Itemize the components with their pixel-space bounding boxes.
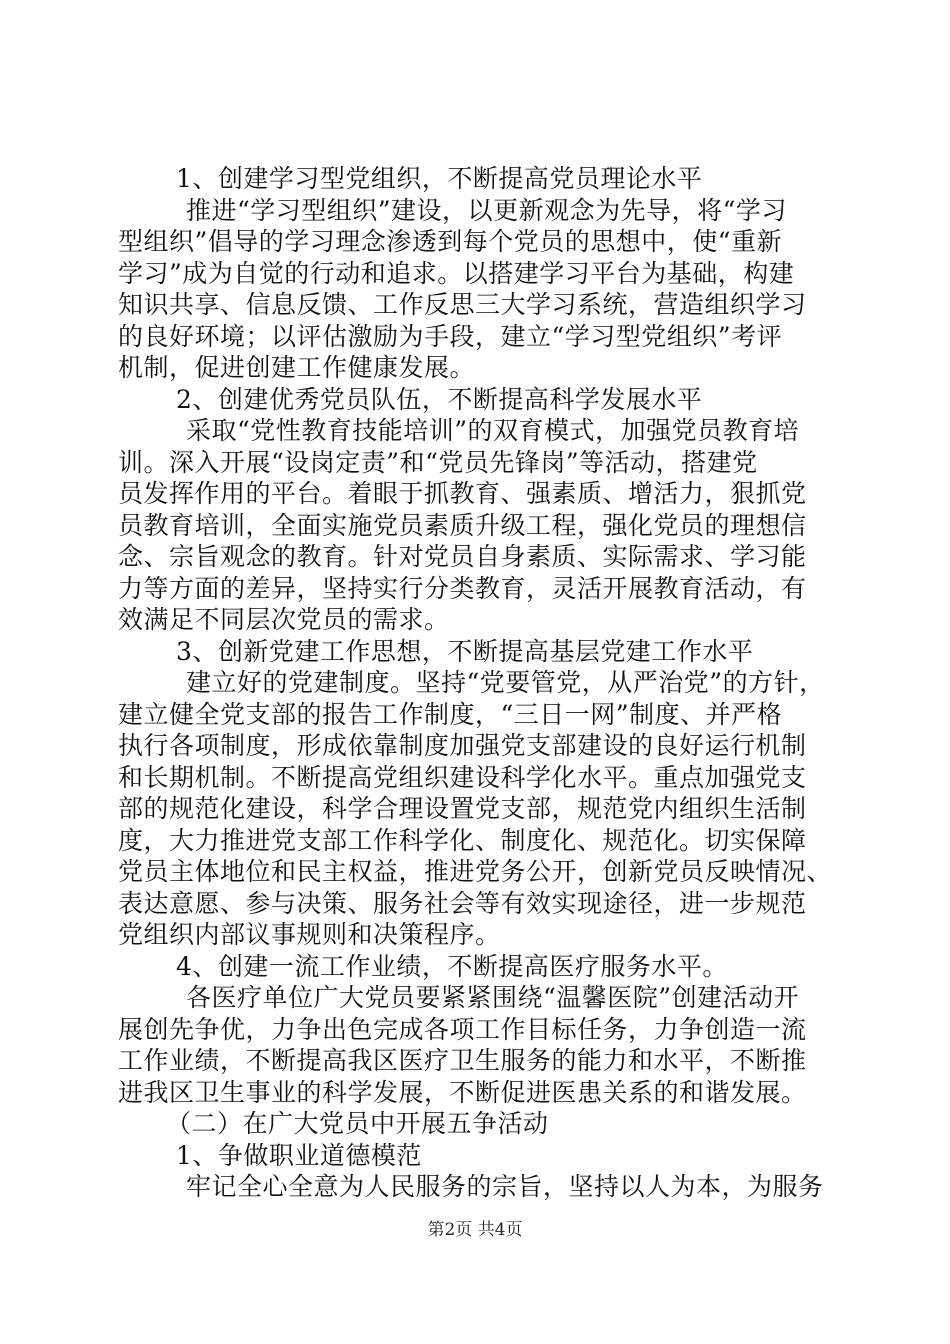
text-line: 牢记全心全意为人民服务的宗旨，坚持以人为本，为服务 [186,1172,824,1201]
text-line: 党组织内部议事规则和决策程序。 [118,920,501,949]
text-line: 各医疗单位广大党员要紧紧围绕“温馨医院”创建活动开 [186,983,800,1012]
text-line: 力等方面的差异，坚持实行分类教育，灵活开展教育活动，有 [118,573,807,603]
text-line: 进我区卫生事业的科学发展，不断促进医患关系的和谐发展。 [118,1077,807,1107]
text-line: 1、争做职业道德模范 [176,1140,422,1170]
text-line: 员教育培训，全面实施党员素质升级工程，强化党员的理想信 [118,510,807,540]
text-line: 知识共享、信息反馈、工作反思三大学习系统，营造组织学习 [118,290,807,319]
text-line: 党员主体地位和民主权益，推进党务公开，创新党员反映情况、 [118,857,833,886]
text-line: 1、创建学习型党组织，不断提高党员理论水平 [176,164,703,193]
text-line: 建立健全党支部的报告工作制度，“三日一网”制度、并严格 [118,699,783,729]
text-line: 3、创新党建工作思想，不断提高基层党建工作水平 [176,636,754,666]
text-line: 的良好环境；以评估激励为手段，建立“学习型党组织”考评 [118,321,783,351]
text-line: 和长期机制。不断提高党组织建设科学化水平。重点加强党支 [118,762,807,792]
text-line: 推进“学习型组织”建设，以更新观念为先导，将“学习 [186,195,787,225]
text-line: 采取“党性教育技能培训”的双育模式，加强党员教育培 [186,416,800,445]
text-line: 效满足不同层次党员的需求。 [118,605,450,634]
text-line: 建立好的党建制度。坚持“党要管党，从严治党”的方针， [186,668,825,697]
text-line: 工作业绩，不断提高我区医疗卫生服务的能力和水平，不断推 [118,1046,807,1075]
text-line: 2、创建优秀党员队伍，不断提高科学发展水平 [176,384,703,414]
page-footer: 第2页 共4页 [427,1220,523,1240]
text-line: 机制，促进创建工作健康发展。 [118,353,476,382]
text-line: 念、宗旨观念的教育。针对党员自身素质、实际需求、学习能 [118,542,807,571]
text-line: 训。深入开展“设岗定责”和“党员先锋岗”等活动，搭建党 [118,447,758,477]
text-line: 部的规范化建设，科学合理设置党支部，规范党内组织生活制 [118,794,807,823]
text-line: 型组织”倡导的学习理念渗透到每个党员的思想中，使“重新 [118,227,783,256]
text-line: 4、创建一流工作业绩，不断提高医疗服务水平。 [176,951,728,981]
text-line: 度，大力推进党支部工作科学化、制度化、规范化。切实保障 [118,825,807,855]
text-line: 员发挥作用的平台。着眼于抓教育、强素质、增活力，狠抓党 [118,479,807,508]
text-line: 展创先争优，力争出色完成各项工作目标任务，力争创造一流 [118,1014,807,1044]
text-line: （二）在广大党员中开展五争活动 [166,1109,549,1138]
text-line: 执行各项制度，形成依靠制度加强党支部建设的良好运行机制 [118,731,807,760]
text-line: 学习”成为自觉的行动和追求。以搭建学习平台为基础，构建 [118,258,795,288]
text-line: 表达意愿、参与决策、服务社会等有效实现途径，进一步规范 [118,888,807,918]
